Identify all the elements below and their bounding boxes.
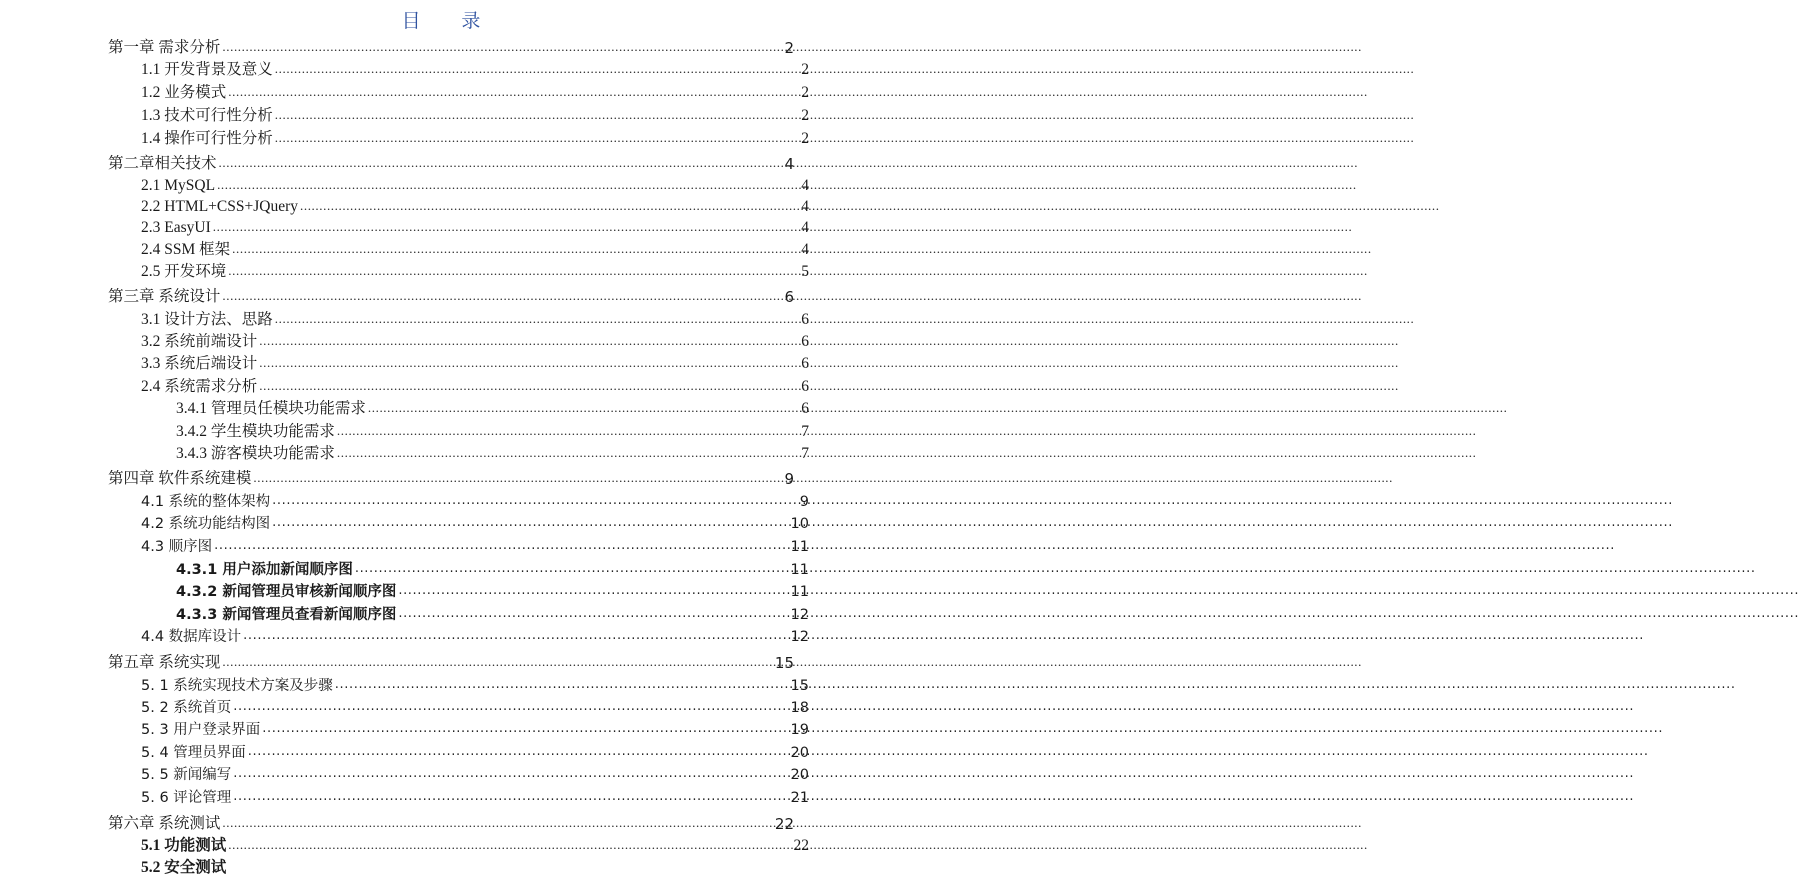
toc-entry[interactable] — [141, 625, 809, 647]
dot-leader — [300, 197, 800, 217]
toc-entry-label: 3.4.1 管理员任模块功能需求 — [176, 400, 366, 417]
toc-entry[interactable] — [141, 81, 809, 103]
dot-leader — [214, 537, 789, 557]
dot-leader — [233, 765, 789, 785]
dot-leader — [228, 83, 800, 103]
dot-leader — [213, 218, 801, 238]
toc-entry[interactable] — [176, 580, 809, 602]
table-of-contents — [0, 0, 866, 876]
dot-leader — [253, 469, 783, 489]
dot-leader — [368, 399, 800, 419]
dot-leader — [337, 422, 800, 442]
toc-entry-page: 12 — [790, 607, 809, 623]
toc-entry-page: 6 — [801, 311, 809, 328]
toc-entry[interactable] — [108, 285, 794, 307]
toc-entry-label: 4.1 系统的整体架构 — [141, 494, 271, 510]
toc-entry-page: 11 — [790, 584, 809, 600]
dot-leader — [248, 743, 790, 763]
toc-entry-page: 6 — [801, 378, 809, 395]
toc-entry-page: 4 — [801, 177, 809, 194]
toc-entry[interactable] — [176, 603, 809, 625]
toc-entry-page: 4 — [801, 219, 809, 236]
dot-leader — [272, 514, 789, 534]
toc-entry-label: 2.3 EasyUI — [141, 219, 211, 236]
toc-entry-label: 5.2 安全测试 — [141, 859, 227, 876]
toc-entry-page: 4 — [784, 155, 794, 173]
toc-entry-page: 6 — [801, 333, 809, 350]
toc-entry-page: 15 — [790, 678, 809, 694]
dot-leader — [222, 814, 774, 834]
toc-entry[interactable] — [141, 58, 809, 80]
dot-leader — [259, 332, 800, 352]
toc-entry-label: 4.3.2 新闻管理员审核新闻顺序图 — [176, 584, 397, 600]
dot-leader — [275, 310, 800, 330]
toc-entry[interactable] — [141, 174, 809, 196]
toc-entry[interactable] — [141, 786, 809, 808]
toc-entry-label: 第二章相关技术 — [108, 155, 217, 172]
toc-entry-page: 6 — [801, 400, 809, 417]
toc-entry-page: 2 — [801, 61, 809, 78]
toc-entry-page: 22 — [774, 815, 794, 833]
toc-entry-label: 3.2 系统前端设计 — [141, 333, 258, 350]
dot-leader — [259, 354, 800, 374]
toc-entry-page: 15 — [774, 654, 794, 672]
dot-leader — [228, 262, 800, 282]
toc-entry[interactable] — [141, 490, 809, 512]
toc-entry-label: 2.2 HTML+CSS+JQuery — [141, 198, 298, 215]
toc-entry-label: 1.3 技术可行性分析 — [141, 107, 273, 124]
toc-entry[interactable] — [141, 375, 809, 397]
toc-entry-label: 3.1 设计方法、思路 — [141, 311, 273, 328]
toc-entry-page: 7 — [801, 445, 809, 462]
toc-entry-label: 第六章 系统测试 — [108, 815, 221, 832]
toc-entry-label: 5.1 功能测试 — [141, 837, 227, 854]
toc-entry-page: 7 — [801, 423, 809, 440]
toc-entry[interactable] — [141, 260, 809, 282]
dot-leader — [275, 129, 800, 149]
toc-entry-page: 6 — [784, 288, 794, 306]
toc-entry-label: 第五章 系统实现 — [108, 654, 221, 671]
dot-leader — [398, 605, 789, 625]
dot-leader — [219, 154, 784, 174]
toc-entry[interactable] — [108, 651, 794, 673]
dot-leader — [335, 676, 790, 696]
dot-leader — [337, 444, 800, 464]
toc-entry[interactable] — [141, 512, 809, 534]
dot-leader — [275, 106, 800, 126]
toc-entry-label: 5. 1 系统实现技术方案及步骤 — [141, 678, 333, 694]
toc-entry[interactable] — [176, 442, 809, 464]
toc-entry-page: 21 — [790, 790, 809, 806]
toc-entry-page: 2 — [801, 107, 809, 124]
toc-entry-label: 4.3.3 新闻管理员查看新闻顺序图 — [176, 607, 397, 623]
toc-entry-label: 4.3 顺序图 — [141, 539, 213, 555]
toc-entry[interactable] — [176, 558, 809, 580]
toc-entry[interactable] — [141, 104, 809, 126]
toc-entry[interactable] — [141, 834, 809, 856]
toc-entry[interactable] — [141, 195, 809, 217]
toc-entry[interactable] — [108, 467, 794, 489]
toc-entry[interactable] — [141, 763, 809, 785]
toc-entry[interactable] — [108, 152, 794, 174]
toc-entry[interactable] — [141, 741, 809, 763]
toc-entry-label: 5. 5 新闻编写 — [141, 767, 232, 783]
toc-entry-label: 第三章 系统设计 — [108, 288, 221, 305]
dot-leader — [275, 60, 800, 80]
toc-entry[interactable] — [176, 397, 809, 419]
toc-entry-page: 22 — [793, 837, 809, 854]
toc-entry-label: 5. 2 系统首页 — [141, 700, 232, 716]
dot-leader — [272, 492, 799, 512]
toc-entry-label: 4.2 系统功能结构图 — [141, 516, 271, 532]
toc-entry[interactable] — [141, 238, 809, 260]
toc-entry[interactable] — [141, 856, 809, 878]
dot-leader — [243, 627, 789, 647]
toc-entry-page: 19 — [790, 722, 809, 738]
toc-entry-page: 11 — [790, 539, 809, 555]
toc-entry-page: 2 — [784, 39, 794, 57]
toc-entry-label: 2.1 MySQL — [141, 177, 216, 194]
toc-entry[interactable] — [108, 812, 794, 834]
toc-entry[interactable] — [141, 696, 809, 718]
toc-entry-label: 2.4 系统需求分析 — [141, 378, 258, 395]
toc-entry[interactable] — [141, 308, 809, 330]
dot-leader — [262, 720, 789, 740]
toc-entry[interactable] — [141, 718, 809, 740]
toc-entry[interactable] — [141, 127, 809, 149]
dot-leader — [233, 698, 789, 718]
dot-leader — [398, 582, 789, 602]
toc-entry-page: 18 — [790, 700, 809, 716]
toc-entry-page: 6 — [801, 355, 809, 372]
dot-leader — [232, 240, 800, 260]
toc-title: 目 录 — [401, 11, 499, 32]
toc-entry-label: 第一章 需求分析 — [108, 39, 221, 56]
dot-leader — [222, 287, 783, 307]
toc-entry-page: 4 — [801, 198, 809, 215]
toc-entry-page: 10 — [790, 516, 809, 532]
toc-entry[interactable] — [108, 36, 794, 58]
dot-leader — [228, 836, 792, 856]
toc-entry-label: 1.1 开发背景及意义 — [141, 61, 273, 78]
toc-entry-page: 9 — [799, 494, 809, 510]
toc-entry-page: 20 — [790, 767, 809, 783]
dot-leader — [233, 788, 789, 808]
toc-entry-label: 4.4 数据库设计 — [141, 629, 242, 645]
toc-entry-label: 5. 3 用户登录界面 — [141, 722, 261, 738]
toc-entry-page: 9 — [784, 470, 794, 488]
dot-leader — [217, 176, 800, 196]
toc-entry-label: 4.3.1 用户添加新闻顺序图 — [176, 562, 353, 578]
toc-entry[interactable] — [141, 352, 809, 374]
toc-entry[interactable] — [141, 330, 809, 352]
toc-entry[interactable] — [141, 216, 809, 238]
toc-entry[interactable] — [176, 420, 809, 442]
toc-entry-page: 5 — [801, 263, 809, 280]
toc-entry[interactable] — [141, 674, 809, 696]
toc-entry-label: 3.4.3 游客模块功能需求 — [176, 445, 335, 462]
toc-entry-label: 1.2 业务模式 — [141, 84, 227, 101]
dot-leader — [259, 377, 800, 397]
toc-entry-label: 1.4 操作可行性分析 — [141, 130, 273, 147]
toc-entry-page: 4 — [801, 241, 809, 258]
toc-entry-label: 3.3 系统后端设计 — [141, 355, 258, 372]
toc-entry-label: 3.4.2 学生模块功能需求 — [176, 423, 335, 440]
toc-entry-page: 2 — [801, 130, 809, 147]
toc-entry[interactable] — [141, 535, 809, 557]
toc-entry-page: 2 — [801, 84, 809, 101]
toc-entry-label: 5. 6 评论管理 — [141, 790, 232, 806]
toc-entry-page: 20 — [790, 745, 809, 761]
toc-entry-page: 11 — [790, 562, 809, 578]
dot-leader — [222, 38, 783, 58]
toc-entry-label: 5. 4 管理员界面 — [141, 745, 246, 761]
dot-leader — [222, 653, 774, 673]
toc-entry-label: 2.4 SSM 框架 — [141, 241, 231, 258]
toc-entry-label: 2.5 开发环境 — [141, 263, 227, 280]
toc-entry-page: 12 — [790, 629, 809, 645]
dot-leader — [355, 560, 790, 580]
toc-entry-label: 第四章 软件系统建模 — [108, 470, 252, 487]
